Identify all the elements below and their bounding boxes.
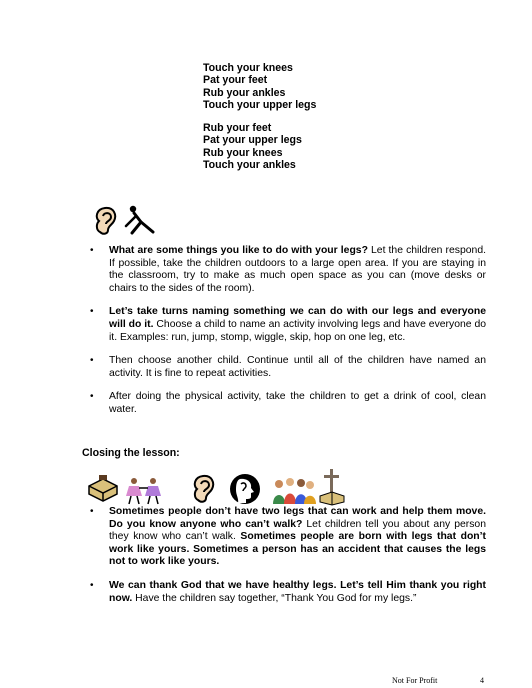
bullet-text: Then choose another child. Continue until all of the children have named an activity. It is fine to repeat activities. — [109, 355, 486, 379]
group-of-children-icon — [270, 476, 318, 506]
list-item: • What are some things you like to do with your legs? Let the children respond. If possible, take the children outdoors to a large open area. If you are staying in the classroom, try to make as much open space as you can (move desks or chairs to the sides of the room). — [90, 245, 486, 294]
verse-line: Touch your ankles — [203, 159, 296, 172]
activity-bullet-list — [90, 245, 486, 428]
bullet-text: Let children tell you about any person they know who can’t walk. — [109, 518, 486, 543]
head-profile-icon — [228, 473, 262, 506]
bullet-text: Choose a child to name an activity involving legs and have everyone do it. Examples: run, jump, stomp, wiggle, skip, hop on one leg, etc. — [109, 318, 487, 343]
list-item: • After doing the physical activity, take the children to get a drink of cool, clean water. — [90, 391, 486, 415]
ear-icon — [92, 206, 120, 236]
stretching-figure-icon — [123, 204, 157, 236]
bullet-bold-text: What are some things you like to do with your legs? — [109, 245, 368, 256]
verse-line: Touch your upper legs — [203, 99, 317, 112]
page-number: 4 — [480, 676, 484, 685]
dancing-children-icon — [123, 476, 165, 506]
verse-stanza-2 — [203, 122, 302, 172]
bullet-text: Let the children respond. If possible, take the children outdoors to a large open area. If you are staying in the classroom, try to make as much open space as you can (move desks or chairs to the sides of the room). — [109, 245, 486, 294]
closing-bullet-list — [90, 506, 486, 616]
bullet-text: Have the children say together, “Thank You God for my legs.” — [132, 592, 417, 604]
verse-stanza-1 — [203, 62, 316, 112]
verse-line: Pat your feet — [203, 74, 268, 87]
cross-on-bible-icon — [318, 468, 346, 506]
bullet-bold-text: Let’s take turns naming something we can do with our legs and everyone will do it. — [109, 306, 486, 330]
bullet-bold-text: Sometimes people are born with legs that don’t work like yours. Sometimes a person has an accident that causes the legs not to work like yours. — [109, 531, 486, 568]
verse-line: Rub your knees — [203, 146, 283, 159]
bullet-bold-text: Sometimes people don’t have two legs that can work and help them move. Do you know anyone who can’t walk? — [109, 506, 486, 530]
bullet-text: After doing the physical activity, take the children to get a drink of cool, clean water. — [109, 391, 486, 415]
bullet-bold-text: We can thank God that we have healthy legs. Let’s tell Him thank you right now. — [109, 579, 486, 604]
bible-icon — [86, 474, 120, 504]
closing-heading: Closing the lesson: — [82, 447, 180, 459]
footer-text: Not For Profit — [392, 676, 438, 685]
verse-line: Pat your upper legs — [203, 134, 302, 147]
list-item: • Sometimes people don’t have two legs that can work and help them move. Do you know anyone who can’t walk? Let children tell you about any person they know who can’t walk. Sometimes people are born with legs that don’t work like yours. Sometimes a person has an accident that causes the legs not to work like yours. — [90, 506, 486, 568]
list-item: • Then choose another child. Continue until all of the children have named an activity. It is fine to repeat activities. — [90, 355, 486, 379]
verse-line: Rub your feet — [203, 122, 272, 134]
verse-line: Rub your ankles — [203, 86, 286, 99]
ear-icon — [190, 474, 218, 504]
list-item: • We can thank God that we have healthy legs. Let’s tell Him thank you right now. Have the children say together, “Thank You God for my legs.” — [90, 579, 486, 604]
list-item: • Let’s take turns naming something we can do with our legs and everyone will do it. Choose a child to name an activity involving legs and have everyone do it. Examples: run, jump, stomp, wiggle, skip, hop on one leg, etc. — [90, 306, 487, 343]
verse-line: Touch your knees — [203, 62, 293, 74]
